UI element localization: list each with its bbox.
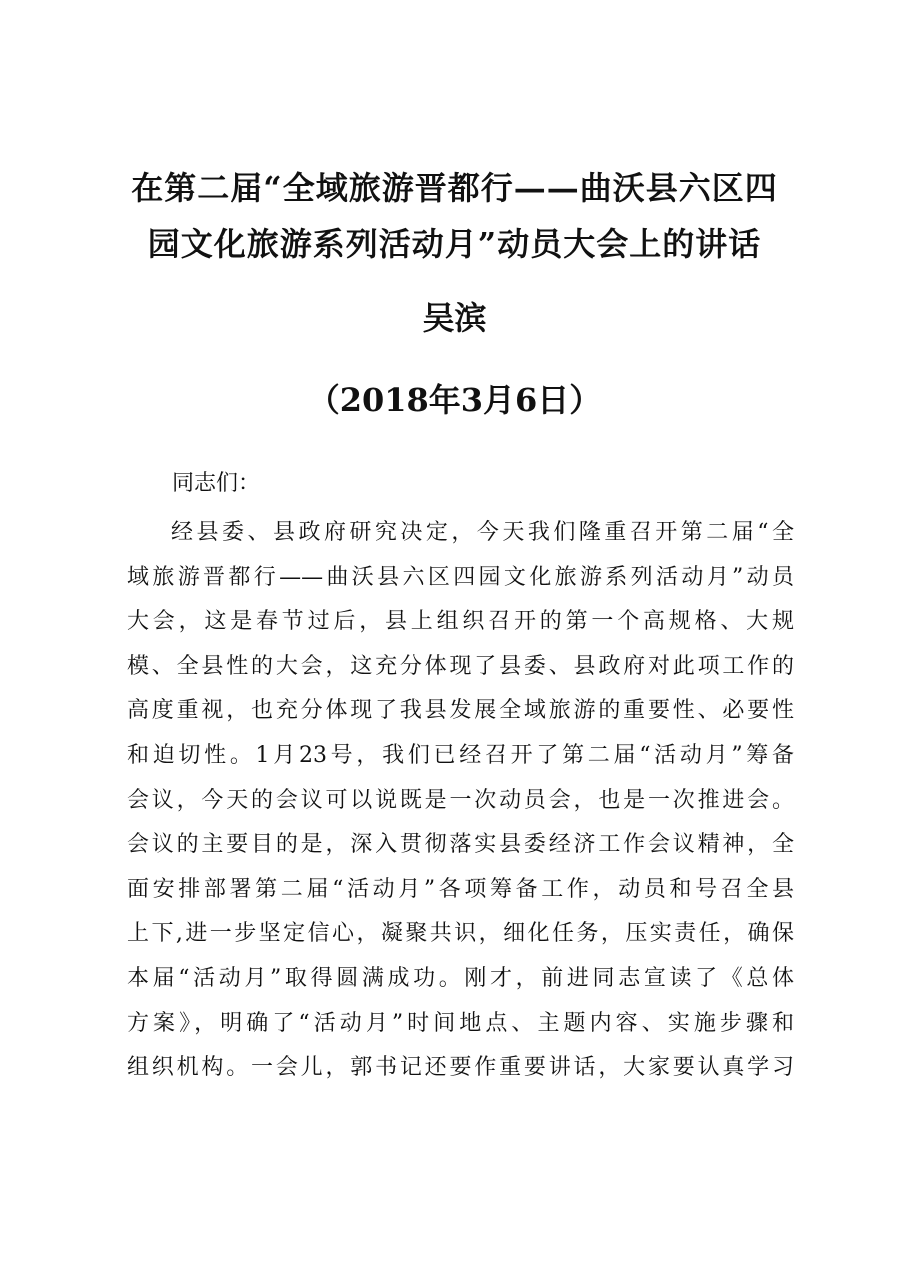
body-line: 上下,进一步坚定信心，凝聚共识，细化任务，压实责任，确保 (127, 921, 794, 947)
speech-date: （2018年3月6日） (307, 381, 602, 419)
body-line: 会议的主要目的是，深入贯彻落实县委经济工作会议精神，全 (127, 832, 794, 858)
body-paragraph (127, 511, 794, 1091)
body-line: 和迫切性。1月23号，我们已经召开了第二届“活动月”筹备 (127, 742, 794, 768)
body-line: 面安排部署第二届“活动月”各项筹备工作，动员和号召全县 (127, 876, 794, 902)
title-line-1: 在第二届“全域旅游晋都行——曲沃县六区四 (131, 169, 778, 207)
body-line: 模、全县性的大会，这充分体现了县委、县政府对此项工作的 (127, 653, 794, 679)
salutation: 同志们： (172, 471, 261, 496)
body-line: 会议，今天的会议可以说既是一次动员会，也是一次推进会。 (127, 787, 794, 813)
body-line: 高度重视，也充分体现了我县发展全域旅游的重要性、必要性 (127, 698, 794, 724)
author-name: 吴滨 (422, 299, 487, 337)
body-line: 方案》，明确了“活动月”时间地点、主题内容、实施步骤和 (127, 1010, 794, 1036)
body-line: 组织机构。一会儿，郭书记还要作重要讲话，大家要认真学习 (127, 1055, 794, 1081)
title-line-2: 园文化旅游系列活动月”动员大会上的讲话 (147, 225, 762, 263)
body-line: 域旅游晋都行——曲沃县六区四园文化旅游系列活动月”动员 (127, 564, 794, 590)
document-title (100, 160, 809, 272)
body-line: 本届“活动月”取得圆满成功。刚才，前进同志宣读了《总体 (127, 965, 794, 991)
body-line: 大会，这是春节过后，县上组织召开的第一个高规格、大规 (127, 609, 794, 635)
body-line: 经县委、县政府研究决定，今天我们隆重召开第二届“全 (171, 520, 794, 545)
